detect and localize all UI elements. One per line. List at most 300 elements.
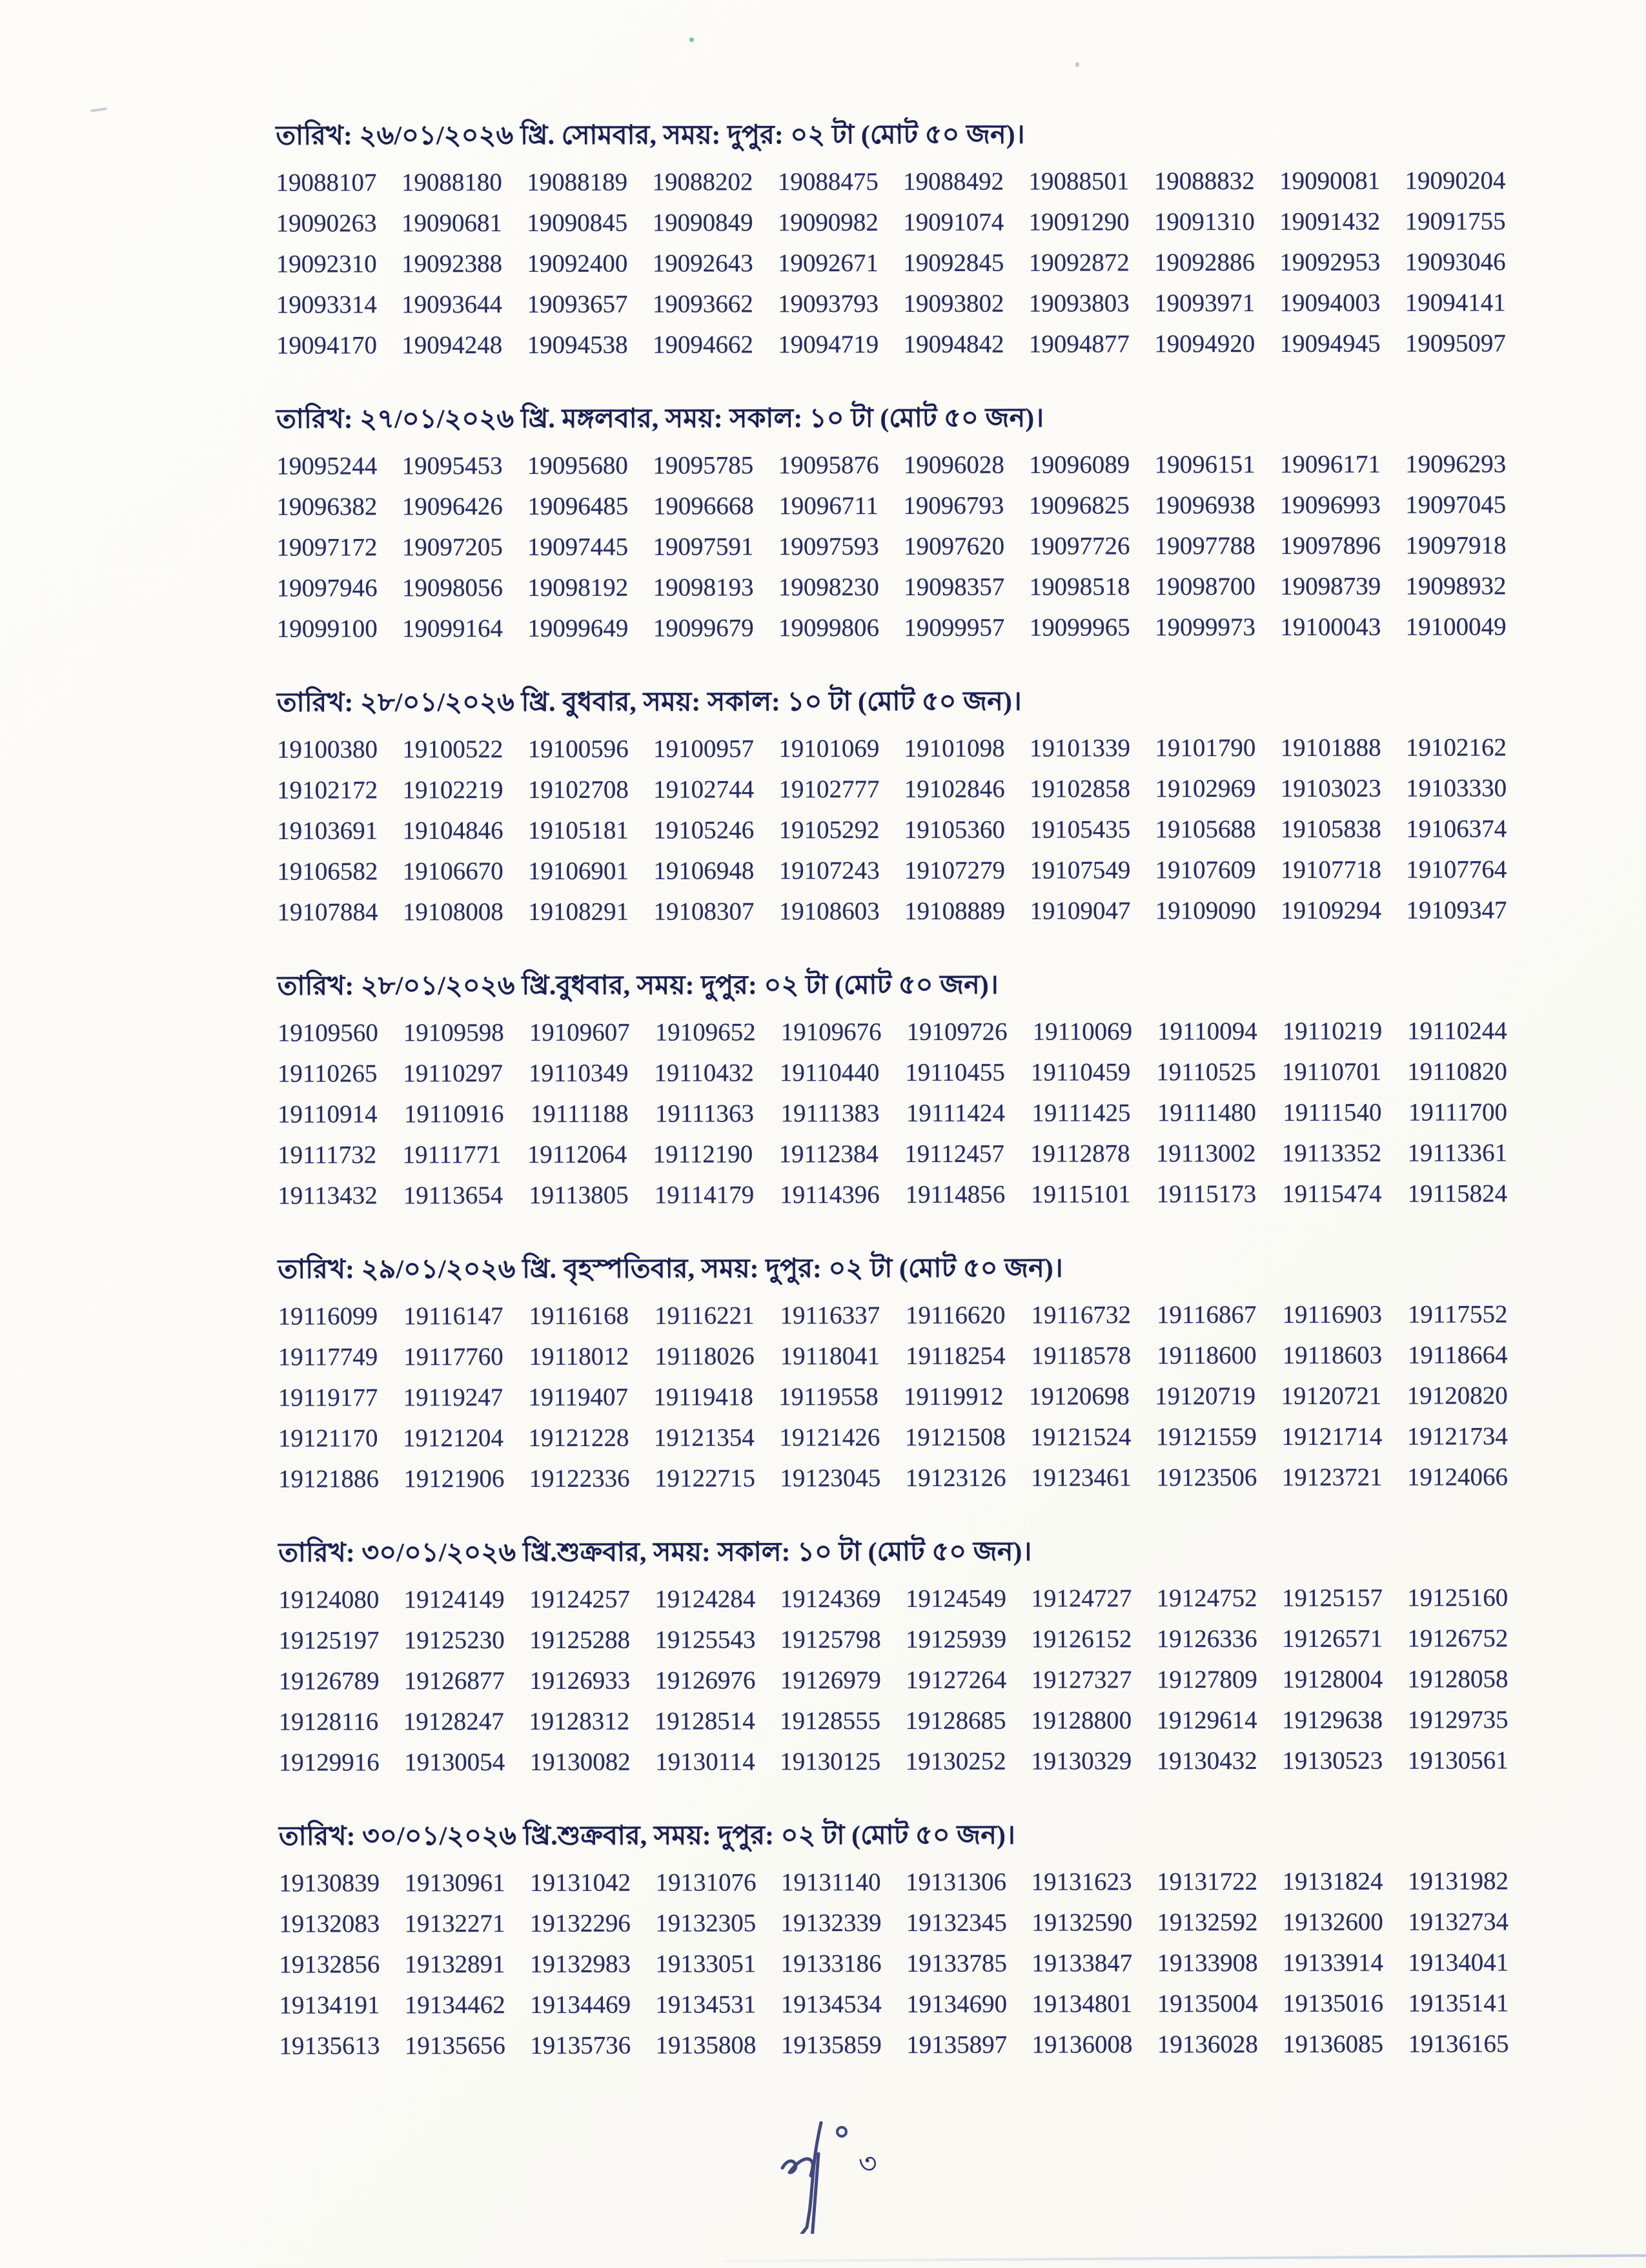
roll-number-row xyxy=(278,1659,1508,1701)
roll-number-row xyxy=(277,808,1507,851)
roll-number: 19126789 xyxy=(278,1667,380,1695)
roll-number: 19130561 xyxy=(1407,1746,1509,1775)
roll-number: 19135141 xyxy=(1408,1989,1509,2018)
roll-number: 19093971 xyxy=(1154,289,1255,318)
roll-number: 19094248 xyxy=(401,331,503,360)
roll-number: 19122715 xyxy=(654,1464,756,1493)
roll-number: 19105688 xyxy=(1155,815,1256,844)
roll-number: 19108307 xyxy=(653,897,755,926)
roll-number: 19130839 xyxy=(279,1869,380,1897)
roll-number: 19128514 xyxy=(654,1707,755,1735)
roll-number: 19098700 xyxy=(1154,573,1255,601)
roll-number: 19094842 xyxy=(903,330,1004,358)
roll-number: 19109652 xyxy=(655,1018,756,1047)
roll-number: 19097172 xyxy=(276,533,378,562)
roll-number-row xyxy=(276,282,1506,325)
roll-number: 19109726 xyxy=(906,1017,1008,1046)
roll-number: 19098518 xyxy=(1029,573,1130,601)
roll-number: 19099957 xyxy=(904,613,1005,642)
roll-number: 19093662 xyxy=(652,290,753,318)
roll-number-row xyxy=(278,1010,1507,1053)
roll-number-row xyxy=(276,525,1506,567)
roll-number-row xyxy=(278,1577,1508,1620)
roll-number: 19111424 xyxy=(906,1099,1006,1127)
roll-number: 19098230 xyxy=(778,573,879,602)
roll-number: 19088180 xyxy=(401,169,502,197)
roll-number: 19132271 xyxy=(404,1910,505,1938)
roll-number-row xyxy=(277,768,1507,810)
roll-number-row xyxy=(276,323,1506,365)
roll-number: 19113432 xyxy=(278,1181,378,1210)
schedule-section xyxy=(277,683,1507,932)
roll-number: 19093793 xyxy=(778,290,879,318)
roll-number: 19097205 xyxy=(401,533,503,562)
roll-number: 19128004 xyxy=(1282,1665,1383,1693)
roll-number: 19116168 xyxy=(529,1302,629,1330)
roll-number: 19118254 xyxy=(906,1342,1006,1370)
roll-number: 19125160 xyxy=(1407,1584,1509,1612)
roll-number: 19123506 xyxy=(1156,1464,1257,1492)
roll-number: 19110069 xyxy=(1032,1017,1133,1046)
roll-number: 19093803 xyxy=(1028,289,1130,318)
schedule-section xyxy=(276,116,1506,365)
section-date-header: তারিখ: ৩০/০১/২০২৬ খ্রি.শুক্রবার, সময়: সকাল: ১০ টা (মোট ৫০ জন)। xyxy=(278,1536,1032,1568)
roll-number: 19094003 xyxy=(1279,289,1381,317)
roll-number: 19097788 xyxy=(1154,532,1255,560)
roll-number: 19109560 xyxy=(277,1019,378,1047)
roll-number: 19092388 xyxy=(401,250,503,278)
roll-number: 19110701 xyxy=(1281,1057,1382,1086)
roll-number: 19121508 xyxy=(904,1423,1006,1451)
roll-number: 19111700 xyxy=(1408,1098,1507,1127)
roll-number: 19135016 xyxy=(1283,1989,1384,2018)
roll-number: 19112190 xyxy=(653,1140,753,1169)
roll-number: 19115101 xyxy=(1031,1180,1131,1209)
roll-number: 19128058 xyxy=(1407,1665,1509,1693)
roll-number: 19125197 xyxy=(278,1626,380,1655)
roll-number: 19109090 xyxy=(1155,897,1256,925)
roll-number: 19124080 xyxy=(278,1586,380,1614)
roll-number-row xyxy=(278,1092,1507,1134)
roll-number: 19110219 xyxy=(1282,1017,1383,1045)
roll-number: 19102162 xyxy=(1405,733,1507,762)
roll-number: 19132891 xyxy=(404,1950,505,1979)
roll-number: 19101888 xyxy=(1280,733,1381,762)
roll-number: 19122336 xyxy=(529,1464,630,1493)
roll-number: 19115824 xyxy=(1407,1180,1508,1208)
roll-number: 19125288 xyxy=(529,1626,631,1654)
roll-number: 19096485 xyxy=(527,492,629,520)
roll-number: 19130054 xyxy=(404,1748,505,1777)
section-date-header: তারিখ: ২৮/০১/২০২৬ খ্রি. বুধবার, সময়: সকাল: ১০ টা (মোট ৫০ জন)। xyxy=(276,686,1022,717)
roll-number: 19136028 xyxy=(1157,2030,1258,2059)
roll-number: 19097726 xyxy=(1029,532,1130,560)
roll-number: 19130329 xyxy=(1031,1747,1132,1775)
roll-number: 19110432 xyxy=(654,1059,754,1087)
roll-number: 19096711 xyxy=(778,492,879,520)
roll-number: 19096426 xyxy=(401,493,503,521)
roll-number-row xyxy=(277,606,1507,649)
roll-number: 19110440 xyxy=(779,1059,880,1087)
roll-number: 19131306 xyxy=(906,1868,1007,1896)
roll-number: 19091074 xyxy=(903,208,1004,236)
roll-number: 19088501 xyxy=(1028,167,1130,196)
roll-number: 19108291 xyxy=(528,897,629,926)
roll-number-row xyxy=(278,1051,1507,1094)
roll-number-row xyxy=(278,1456,1508,1499)
roll-number: 19132305 xyxy=(655,1909,757,1937)
schedule-section xyxy=(278,1250,1508,1499)
roll-number: 19112878 xyxy=(1030,1139,1130,1168)
roll-number: 19121714 xyxy=(1281,1422,1383,1451)
roll-number: 19096293 xyxy=(1405,450,1507,478)
roll-number: 19135808 xyxy=(655,2031,757,2059)
roll-number: 19123126 xyxy=(905,1464,1006,1492)
roll-number: 19095453 xyxy=(401,452,503,480)
roll-number: 19133847 xyxy=(1031,1949,1133,1977)
roll-number: 19093314 xyxy=(276,291,377,319)
roll-number: 19103330 xyxy=(1406,774,1507,802)
roll-number: 19134462 xyxy=(404,1991,505,2019)
roll-number: 19114396 xyxy=(780,1181,880,1209)
roll-number: 19121524 xyxy=(1030,1423,1132,1451)
roll-number: 19112384 xyxy=(778,1140,879,1169)
roll-number: 19119177 xyxy=(278,1384,378,1412)
schedule-section xyxy=(276,400,1507,649)
roll-number: 19094538 xyxy=(527,331,628,359)
roll-number: 19106582 xyxy=(277,857,378,886)
roll-number: 19092671 xyxy=(777,249,879,278)
schedule-section xyxy=(278,1533,1509,1783)
roll-number: 19107243 xyxy=(778,857,880,885)
roll-number: 19121204 xyxy=(402,1424,503,1453)
roll-number: 19110455 xyxy=(905,1058,1005,1087)
roll-number: 19125543 xyxy=(655,1626,756,1654)
roll-number: 19110349 xyxy=(528,1059,629,1087)
roll-number: 19131623 xyxy=(1031,1868,1132,1896)
roll-number: 19098192 xyxy=(527,573,629,602)
roll-number: 19102744 xyxy=(653,775,755,804)
roll-number: 19129916 xyxy=(278,1748,380,1777)
roll-number: 19100049 xyxy=(1405,613,1507,641)
roll-number: 19105181 xyxy=(527,816,629,844)
roll-number: 19110820 xyxy=(1407,1057,1507,1086)
section-date-header: তারিখ: ২৭/০১/২০২৬ খ্রি. মঙ্গলবার, সময়: সকাল: ১০ টা (মোট ৫০ জন)। xyxy=(276,402,1044,434)
roll-number: 19118664 xyxy=(1407,1341,1508,1369)
roll-number: 19126571 xyxy=(1282,1624,1383,1653)
roll-number: 19117760 xyxy=(403,1343,503,1371)
roll-number-row xyxy=(278,1375,1508,1418)
roll-number: 19100957 xyxy=(653,735,755,763)
roll-number: 19105360 xyxy=(904,815,1005,844)
roll-number: 19096993 xyxy=(1279,491,1381,519)
roll-number: 19092845 xyxy=(903,249,1004,277)
section-date-header: তারিখ: ২৮/০১/২০২৬ খ্রি.বুধবার, সময়: দুপুর: ০২ টা (মোট ৫০ জন)। xyxy=(277,969,999,1001)
roll-number: 19132083 xyxy=(279,1910,380,1938)
roll-number: 19097620 xyxy=(904,532,1005,560)
roll-number: 19128247 xyxy=(403,1708,504,1736)
roll-number: 19121886 xyxy=(278,1465,380,1493)
roll-number: 19097445 xyxy=(527,533,629,561)
roll-number: 19116903 xyxy=(1282,1300,1383,1329)
roll-number: 19102708 xyxy=(527,775,629,804)
page-number: ৩ xyxy=(859,2148,877,2180)
roll-number: 19101790 xyxy=(1155,734,1256,762)
roll-number: 19107718 xyxy=(1280,855,1382,884)
roll-number: 19090982 xyxy=(777,209,879,237)
roll-number: 19090204 xyxy=(1405,167,1506,195)
roll-number-row xyxy=(276,241,1506,284)
roll-number: 19109047 xyxy=(1030,897,1131,925)
roll-number: 19131076 xyxy=(655,1868,757,1897)
roll-number: 19098357 xyxy=(904,573,1005,601)
roll-number: 19132296 xyxy=(529,1909,631,1937)
roll-number: 19134041 xyxy=(1408,1948,1509,1977)
roll-number: 19130082 xyxy=(529,1748,631,1776)
scan-speck xyxy=(1075,62,1079,67)
roll-number: 19130252 xyxy=(905,1747,1006,1775)
roll-number: 19123045 xyxy=(780,1464,881,1493)
roll-number-row xyxy=(277,566,1507,608)
roll-number: 19110265 xyxy=(277,1059,378,1088)
roll-number: 19090845 xyxy=(527,209,628,237)
roll-number-row xyxy=(277,890,1507,932)
roll-number: 19124149 xyxy=(403,1586,505,1614)
roll-number: 19120721 xyxy=(1281,1382,1382,1410)
roll-number: 19099164 xyxy=(401,615,503,643)
roll-number: 19093802 xyxy=(903,289,1004,318)
roll-number: 19123721 xyxy=(1281,1463,1383,1491)
roll-number: 19128555 xyxy=(780,1707,881,1735)
roll-number: 19099100 xyxy=(276,615,378,643)
roll-number: 19088832 xyxy=(1153,167,1255,196)
roll-number: 19134191 xyxy=(279,1991,380,2019)
roll-number-row xyxy=(279,1740,1509,1783)
roll-number: 19129735 xyxy=(1407,1706,1509,1734)
roll-number: 19135859 xyxy=(780,2031,882,2059)
roll-number: 19135656 xyxy=(404,2032,505,2060)
roll-number: 19088492 xyxy=(903,167,1004,196)
roll-number: 19126933 xyxy=(529,1666,631,1695)
roll-number: 19135897 xyxy=(906,2030,1008,2059)
roll-number: 19132345 xyxy=(906,1908,1007,1937)
roll-number: 19099679 xyxy=(653,614,754,642)
roll-number: 19104846 xyxy=(402,817,503,845)
roll-number: 19120820 xyxy=(1407,1382,1508,1410)
roll-number: 19106948 xyxy=(653,857,755,885)
roll-number: 19133908 xyxy=(1157,1949,1258,1977)
roll-number: 19110244 xyxy=(1407,1017,1507,1045)
roll-number: 19132600 xyxy=(1282,1908,1383,1936)
roll-number: 19121170 xyxy=(278,1424,378,1453)
roll-number: 19111188 xyxy=(530,1099,629,1128)
roll-number: 19098739 xyxy=(1280,572,1381,600)
roll-number: 19105246 xyxy=(653,816,755,844)
roll-number: 19105838 xyxy=(1280,815,1381,843)
roll-number: 19091310 xyxy=(1153,208,1255,236)
roll-number: 19094719 xyxy=(778,331,879,359)
roll-number: 19117552 xyxy=(1407,1300,1508,1329)
roll-number: 19120698 xyxy=(1028,1382,1130,1411)
roll-number: 19116147 xyxy=(403,1302,503,1331)
roll-number: 19131824 xyxy=(1282,1867,1383,1895)
roll-number: 19116867 xyxy=(1156,1301,1257,1329)
roll-number: 19118041 xyxy=(780,1342,880,1371)
roll-number: 19105435 xyxy=(1030,815,1131,844)
roll-number: 19127809 xyxy=(1156,1666,1257,1694)
roll-number: 19096028 xyxy=(903,451,1004,479)
roll-number: 19113002 xyxy=(1155,1139,1256,1168)
roll-number: 19119558 xyxy=(778,1383,879,1411)
roll-number: 19088107 xyxy=(276,169,377,197)
roll-number: 19096938 xyxy=(1154,491,1255,520)
roll-number: 19092872 xyxy=(1028,249,1130,277)
roll-number: 19092643 xyxy=(652,249,753,278)
roll-number: 19116620 xyxy=(905,1301,1006,1329)
scan-speck xyxy=(689,37,694,42)
roll-number: 19131982 xyxy=(1407,1867,1509,1895)
scan-speck xyxy=(90,107,107,112)
roll-number: 19119247 xyxy=(403,1384,503,1412)
roll-number: 19126976 xyxy=(655,1666,756,1695)
roll-number-row xyxy=(278,1132,1507,1175)
roll-number: 19133785 xyxy=(906,1949,1007,1977)
roll-number: 19134469 xyxy=(530,1990,631,2019)
roll-number: 19096151 xyxy=(1154,451,1255,479)
section-date-header: তারিখ: ৩০/০১/২০২৬ খ্রি.শুক্রবার, সময়: দুপুর: ০২ টা (মোট ৫০ জন)। xyxy=(278,1819,1016,1851)
roll-number: 19107609 xyxy=(1155,856,1256,884)
roll-number: 19124752 xyxy=(1156,1584,1257,1613)
roll-number: 19095680 xyxy=(527,451,628,480)
roll-number: 19132983 xyxy=(529,1950,631,1978)
roll-number: 19092886 xyxy=(1153,249,1255,277)
roll-number: 19123461 xyxy=(1030,1464,1132,1492)
roll-number: 19135613 xyxy=(279,2032,380,2060)
roll-number: 19094945 xyxy=(1279,329,1381,358)
roll-number: 19095244 xyxy=(276,452,378,480)
roll-number: 19106901 xyxy=(527,857,629,885)
roll-number: 19097918 xyxy=(1405,531,1507,560)
roll-number: 19093657 xyxy=(527,290,628,318)
roll-number: 19112064 xyxy=(527,1140,627,1169)
roll-number: 19134534 xyxy=(780,1990,882,2019)
roll-number: 19113361 xyxy=(1407,1139,1508,1167)
roll-number: 19132592 xyxy=(1157,1908,1258,1937)
roll-number: 19102777 xyxy=(778,775,880,804)
roll-number: 19096668 xyxy=(653,492,754,520)
roll-number: 19097591 xyxy=(653,533,754,561)
roll-number: 19116732 xyxy=(1031,1301,1132,1329)
roll-number-row xyxy=(278,1416,1508,1458)
page-footer xyxy=(0,2111,1646,2268)
roll-number: 19094141 xyxy=(1405,289,1506,317)
roll-number: 19127264 xyxy=(906,1666,1007,1694)
section-date-header: তারিখ: ২৯/০১/২০২৬ খ্রি. বৃহস্পতিবার, সময়: দুপুর: ০২ টা (মোট ৫০ জন)। xyxy=(278,1252,1063,1284)
roll-number: 19102846 xyxy=(904,775,1005,803)
roll-number-row xyxy=(279,1861,1509,1903)
roll-number: 19133914 xyxy=(1282,1948,1383,1977)
roll-number: 19131042 xyxy=(530,1868,631,1897)
roll-number: 19099973 xyxy=(1154,613,1256,642)
roll-number: 19090681 xyxy=(401,209,502,238)
roll-number: 19109347 xyxy=(1406,896,1507,925)
roll-number: 19125939 xyxy=(906,1625,1007,1653)
roll-number: 19091432 xyxy=(1279,207,1381,236)
roll-number: 19114179 xyxy=(654,1181,755,1209)
roll-number: 19129638 xyxy=(1282,1706,1383,1734)
roll-number: 19132339 xyxy=(780,1909,882,1937)
roll-number: 19130114 xyxy=(655,1748,755,1776)
roll-number: 19130961 xyxy=(404,1869,505,1897)
roll-number-row xyxy=(276,484,1506,527)
roll-number: 19110914 xyxy=(277,1100,378,1129)
signature-mark xyxy=(775,2118,859,2234)
roll-number: 19107764 xyxy=(1406,855,1507,884)
roll-number-row xyxy=(277,727,1507,770)
roll-number: 19116099 xyxy=(278,1302,378,1331)
roll-number: 19111363 xyxy=(655,1099,755,1128)
roll-number: 19121354 xyxy=(653,1424,755,1452)
roll-number: 19118012 xyxy=(529,1342,629,1371)
roll-number: 19131140 xyxy=(780,1868,881,1897)
section-date-header: তারিখ: ২৬/০১/২০২৬ খ্রি. সোমবার, সময়: দুপুর: ০২ টা (মোট ৫০ জন)। xyxy=(276,119,1025,150)
roll-number: 19099649 xyxy=(527,614,629,642)
roll-number: 19121559 xyxy=(1155,1423,1257,1451)
roll-number: 19134690 xyxy=(906,1990,1008,2018)
roll-number: 19092400 xyxy=(527,249,628,278)
roll-number: 19117749 xyxy=(278,1343,378,1371)
roll-number: 19121228 xyxy=(528,1424,629,1452)
roll-number: 19119418 xyxy=(653,1383,753,1411)
roll-number-row xyxy=(278,1334,1508,1377)
roll-number: 19121906 xyxy=(403,1465,505,1493)
roll-number-row xyxy=(279,1699,1509,1742)
roll-number: 19111383 xyxy=(780,1099,880,1128)
roll-number: 19111425 xyxy=(1031,1099,1131,1127)
roll-number: 19113805 xyxy=(529,1181,629,1209)
roll-number: 19134801 xyxy=(1031,1990,1133,2018)
roll-number: 19091290 xyxy=(1028,208,1130,236)
roll-number: 19130523 xyxy=(1282,1746,1383,1775)
roll-number: 19097045 xyxy=(1405,491,1507,519)
roll-number: 19118600 xyxy=(1157,1342,1257,1370)
roll-number: 19094877 xyxy=(1028,330,1130,358)
roll-number: 19133186 xyxy=(780,1950,882,1978)
roll-number: 19128116 xyxy=(278,1708,379,1736)
schedule-section xyxy=(278,966,1508,1216)
roll-number: 19124369 xyxy=(780,1585,881,1613)
roll-number: 19088202 xyxy=(652,168,753,196)
roll-number: 19125798 xyxy=(780,1626,881,1654)
roll-number: 19098056 xyxy=(401,574,503,602)
roll-number: 19109607 xyxy=(529,1018,630,1047)
roll-number: 19126152 xyxy=(1031,1625,1132,1653)
roll-number: 19126979 xyxy=(780,1666,881,1695)
roll-number: 19096171 xyxy=(1279,450,1381,478)
roll-number: 19132856 xyxy=(279,1950,380,1979)
roll-number-row xyxy=(279,2023,1509,2066)
roll-number: 19111771 xyxy=(402,1141,502,1169)
roll-number: 19109676 xyxy=(780,1018,882,1047)
roll-number: 19100596 xyxy=(527,735,629,763)
roll-number-row xyxy=(279,1901,1509,1944)
schedule-section xyxy=(279,1817,1509,2066)
roll-number: 19097896 xyxy=(1280,531,1381,560)
roll-number: 19136165 xyxy=(1408,2030,1509,2058)
roll-number: 19126752 xyxy=(1407,1624,1509,1653)
roll-number: 19090081 xyxy=(1279,167,1381,195)
roll-number: 19101339 xyxy=(1029,734,1131,762)
